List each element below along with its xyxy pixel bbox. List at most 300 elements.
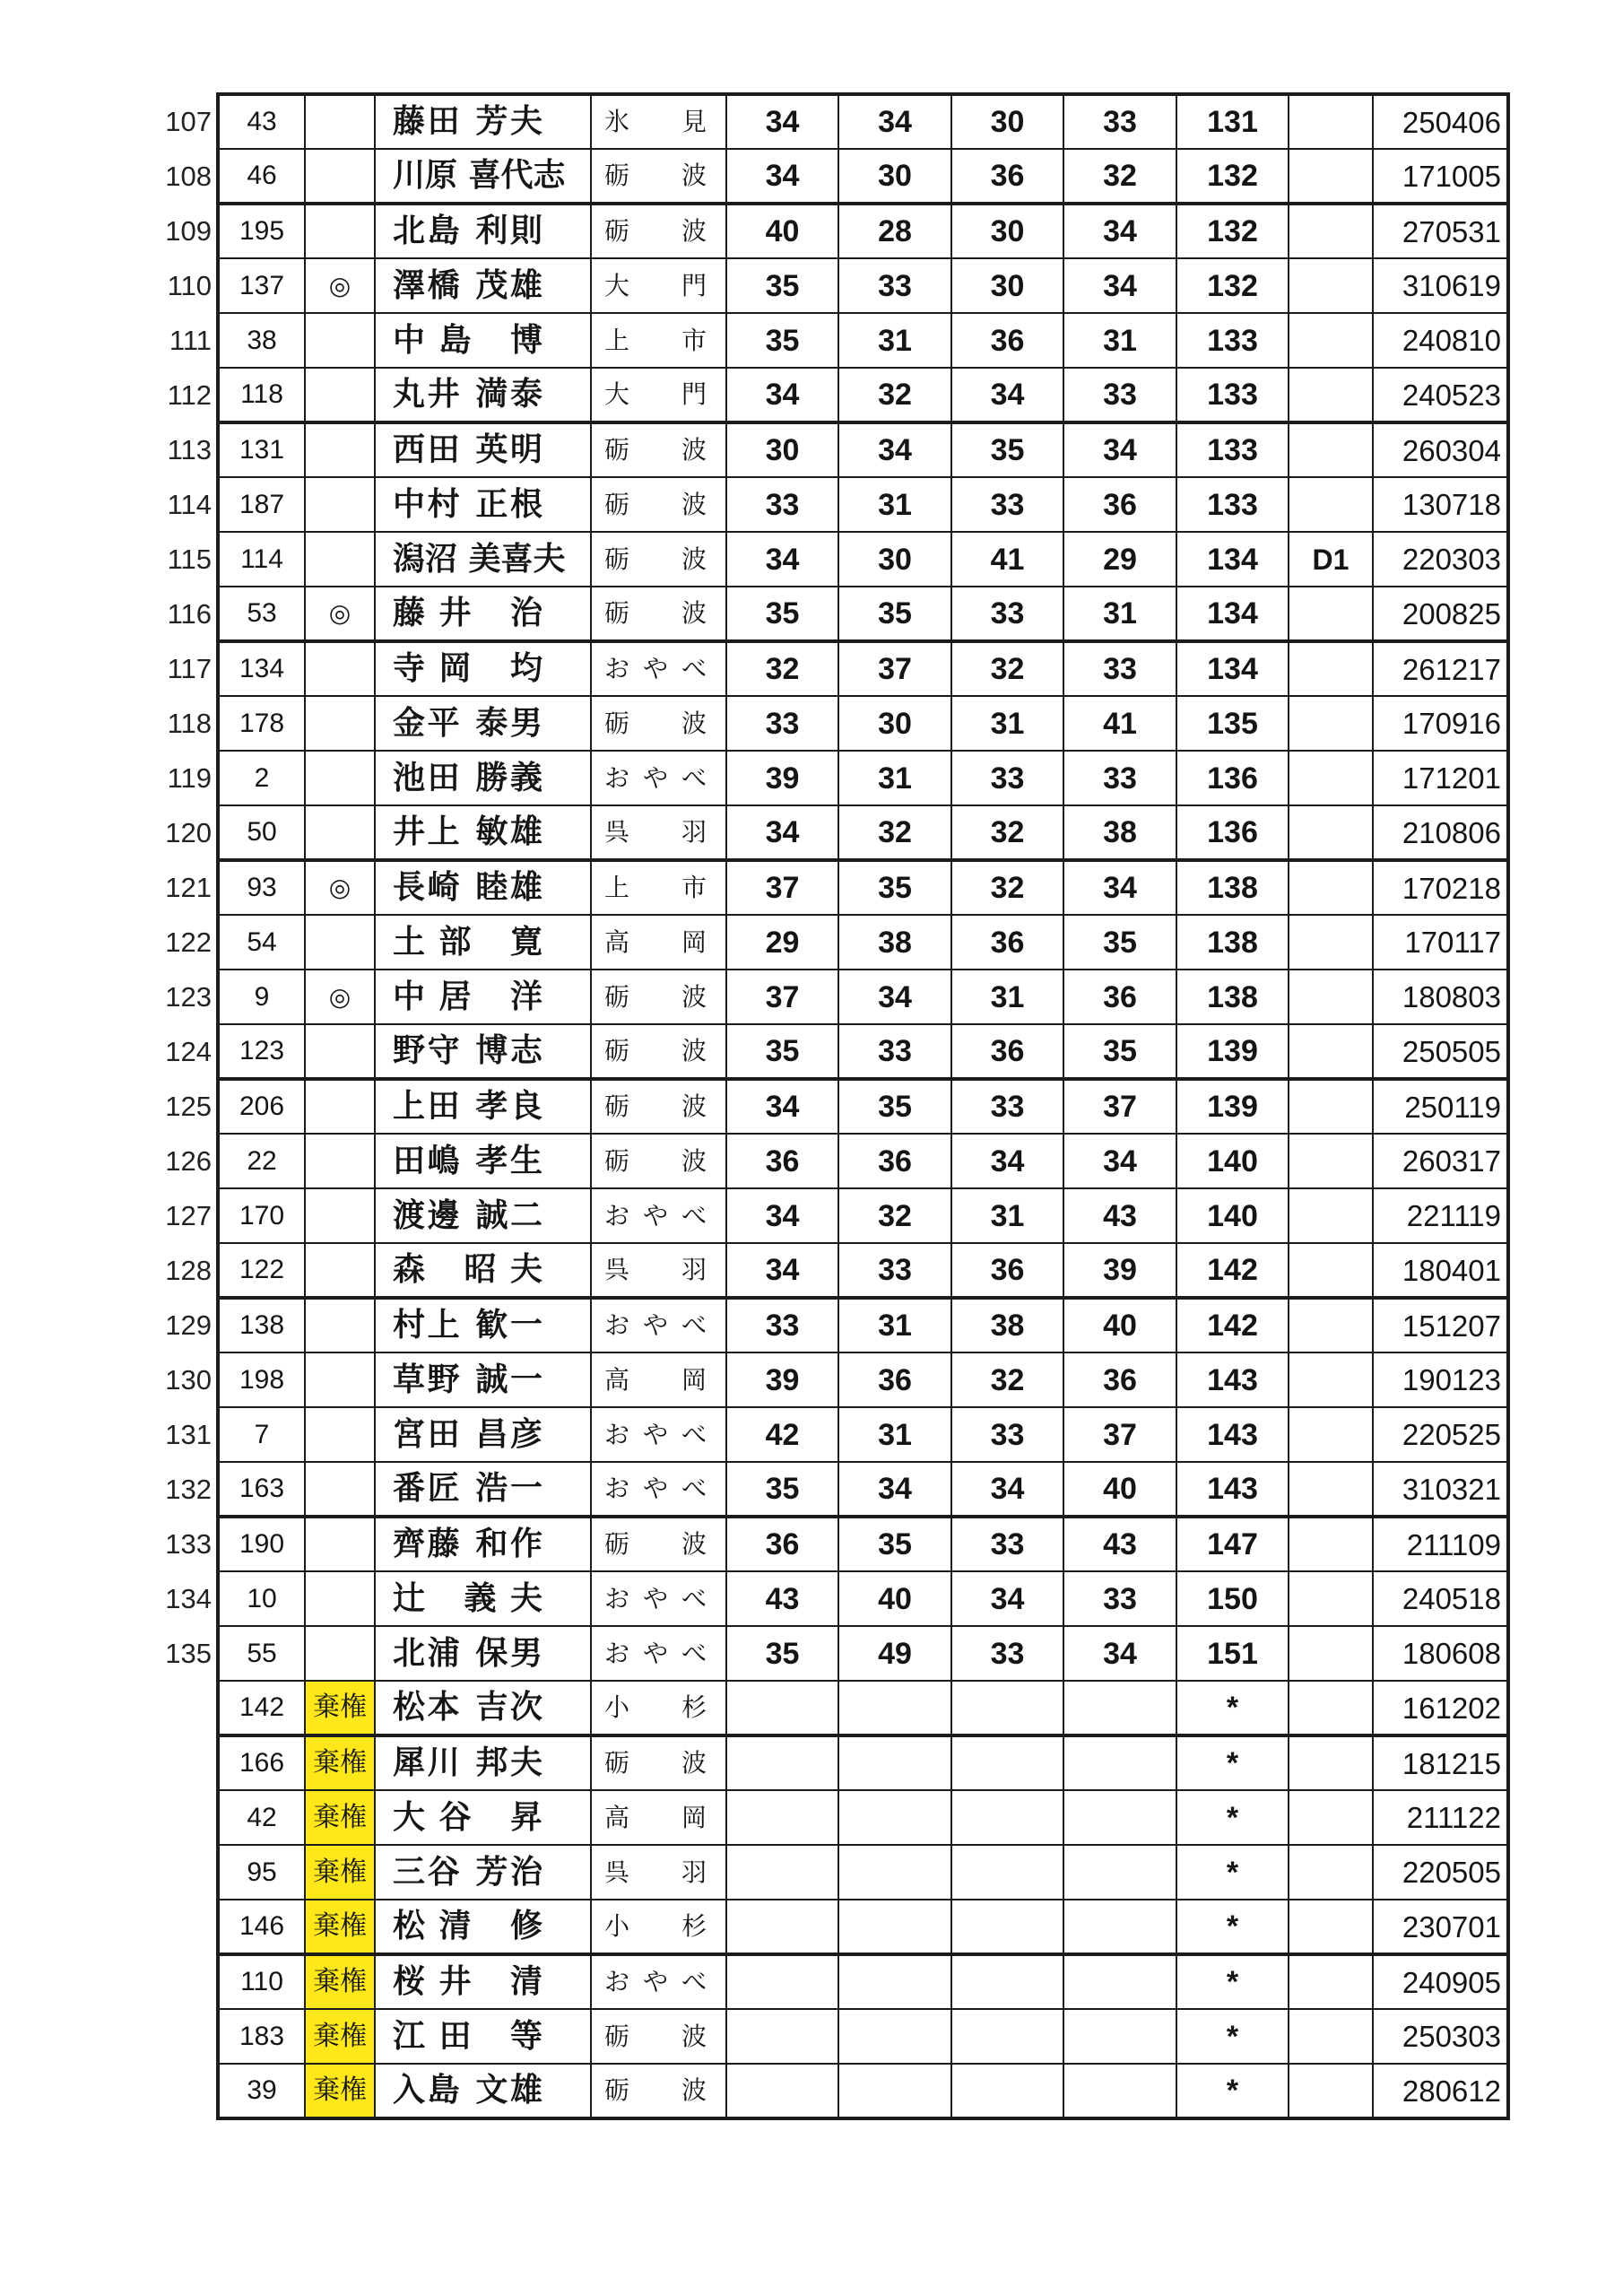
round-2-score-cell xyxy=(838,2009,951,2064)
player-name: 澤橋 茂雄 xyxy=(393,266,542,304)
division-cell xyxy=(1289,1900,1373,1954)
division-cell xyxy=(1289,1735,1373,1790)
round-3-score-cell: 30 xyxy=(951,94,1063,149)
club-name: 高 岡 xyxy=(604,926,707,957)
code-cell: 220303 xyxy=(1373,532,1508,587)
club-name: おやべ xyxy=(604,1200,707,1231)
player-name-cell xyxy=(375,477,591,532)
table-row xyxy=(161,313,1508,368)
entry-number-cell: 190 xyxy=(218,1517,305,1571)
total-score-cell: 142 xyxy=(1176,1243,1289,1298)
club-cell xyxy=(591,1243,726,1298)
round-4-score-cell: 41 xyxy=(1063,696,1176,751)
player-name-cell xyxy=(375,1298,591,1352)
entry-number-cell: 55 xyxy=(218,1626,305,1681)
player-name-cell xyxy=(375,1243,591,1298)
round-4-score-cell: 36 xyxy=(1063,1352,1176,1407)
table-row xyxy=(161,1900,1508,1954)
club-name: 氷 見 xyxy=(604,107,707,136)
table-row xyxy=(161,258,1508,313)
round-2-score-cell: 33 xyxy=(838,1243,951,1298)
round-4-score-cell: 34 xyxy=(1063,204,1176,258)
round-3-score-cell: 38 xyxy=(951,1298,1063,1352)
entry-number-cell: 114 xyxy=(218,532,305,587)
division-cell xyxy=(1289,1352,1373,1407)
round-3-score-cell: 33 xyxy=(951,1517,1063,1571)
round-1-score-cell xyxy=(726,2064,838,2118)
entry-number-cell: 50 xyxy=(218,805,305,860)
rank-label xyxy=(161,1735,218,1790)
division-cell xyxy=(1289,1571,1373,1626)
table-row xyxy=(161,696,1508,751)
code-cell: 161202 xyxy=(1373,1681,1508,1735)
round-3-score-cell xyxy=(951,1735,1063,1790)
mark-cell xyxy=(305,1517,375,1571)
rank-label: 117 xyxy=(167,653,212,684)
rank-label: 133 xyxy=(165,1528,212,1560)
mark-cell xyxy=(305,696,375,751)
rank-label: 131 xyxy=(165,1419,212,1450)
round-2-score-cell xyxy=(838,1845,951,1900)
club-name: 砺 波 xyxy=(604,489,707,519)
club-cell xyxy=(591,587,726,641)
table-row xyxy=(161,1735,1508,1790)
round-3-score-cell: 30 xyxy=(951,204,1063,258)
abstain-badge: 棄権 xyxy=(305,1790,375,1845)
player-name: 宮田 昌彦 xyxy=(393,1415,542,1453)
entry-number-cell: 95 xyxy=(218,1845,305,1900)
total-score-cell: * xyxy=(1176,1900,1289,1954)
code-cell: 190123 xyxy=(1373,1352,1508,1407)
division-cell xyxy=(1289,1790,1373,1845)
round-1-score-cell: 35 xyxy=(726,258,838,313)
total-score-cell: * xyxy=(1176,2009,1289,2064)
club-name: 砺 波 xyxy=(604,2075,707,2105)
code-cell: 180608 xyxy=(1373,1626,1508,1681)
club-cell xyxy=(591,313,726,368)
club-cell xyxy=(591,1352,726,1407)
round-3-score-cell: 31 xyxy=(951,970,1063,1024)
code-cell: 171005 xyxy=(1373,149,1508,204)
round-3-score-cell: 34 xyxy=(951,1571,1063,1626)
round-3-score-cell: 34 xyxy=(951,1462,1063,1517)
club-cell xyxy=(591,1298,726,1352)
round-1-score-cell: 32 xyxy=(726,641,838,696)
player-name: 入島 文雄 xyxy=(393,2072,542,2109)
player-name-cell xyxy=(375,2064,591,2118)
round-4-score-cell: 34 xyxy=(1063,422,1176,477)
round-2-score-cell: 33 xyxy=(838,258,951,313)
rank-label xyxy=(161,1900,218,1954)
round-3-score-cell: 33 xyxy=(951,1626,1063,1681)
player-name: 藤田 芳夫 xyxy=(393,103,542,140)
round-3-score-cell xyxy=(951,1681,1063,1735)
player-name: 大谷 昇 xyxy=(393,1798,542,1836)
round-1-score-cell: 34 xyxy=(726,1079,838,1134)
rank-label xyxy=(161,2064,218,2118)
mark-cell xyxy=(305,422,375,477)
player-name: 渡邊 誠二 xyxy=(393,1196,542,1234)
division-cell xyxy=(1289,1845,1373,1900)
total-score-cell: 150 xyxy=(1176,1571,1289,1626)
round-2-score-cell: 35 xyxy=(838,587,951,641)
round-2-score-cell: 35 xyxy=(838,860,951,915)
abstain-badge: 棄権 xyxy=(305,1735,375,1790)
table-row xyxy=(161,1571,1508,1626)
entry-number-cell: 134 xyxy=(218,641,305,696)
club-name: 呉 羽 xyxy=(604,1857,707,1887)
abstain-badge: 棄権 xyxy=(305,1845,375,1900)
club-name: 小 杉 xyxy=(604,1911,707,1941)
table-row xyxy=(161,2009,1508,2064)
player-name-cell xyxy=(375,204,591,258)
round-1-score-cell xyxy=(726,1681,838,1735)
club-name: おやべ xyxy=(604,1474,707,1503)
total-score-cell: 142 xyxy=(1176,1298,1289,1352)
rank-label: 112 xyxy=(167,379,212,411)
round-3-score-cell: 32 xyxy=(951,860,1063,915)
round-2-score-cell: 40 xyxy=(838,1571,951,1626)
rank-label: 123 xyxy=(165,981,212,1013)
round-4-score-cell xyxy=(1063,1845,1176,1900)
round-1-score-cell: 39 xyxy=(726,751,838,805)
round-1-score-cell: 34 xyxy=(726,805,838,860)
mark-cell xyxy=(305,532,375,587)
mark-cell xyxy=(305,1243,375,1298)
round-1-score-cell: 30 xyxy=(726,422,838,477)
code-cell: 181215 xyxy=(1373,1735,1508,1790)
rank-label: 122 xyxy=(165,926,212,958)
rank-label: 111 xyxy=(169,325,212,356)
round-1-score-cell: 35 xyxy=(726,1626,838,1681)
player-name-cell xyxy=(375,1517,591,1571)
round-4-score-cell: 43 xyxy=(1063,1517,1176,1571)
player-name-cell xyxy=(375,422,591,477)
mark-cell xyxy=(305,1298,375,1352)
entry-number-cell: 198 xyxy=(218,1352,305,1407)
round-4-score-cell: 31 xyxy=(1063,587,1176,641)
round-3-score-cell xyxy=(951,1790,1063,1845)
club-cell xyxy=(591,1954,726,2009)
round-3-score-cell: 31 xyxy=(951,696,1063,751)
club-cell xyxy=(591,1188,726,1243)
round-3-score-cell: 33 xyxy=(951,751,1063,805)
player-name-cell xyxy=(375,1352,591,1407)
rank-label: 120 xyxy=(165,817,212,848)
code-cell: 310619 xyxy=(1373,258,1508,313)
club-cell xyxy=(591,422,726,477)
total-score-cell: 138 xyxy=(1176,860,1289,915)
table-row xyxy=(161,1845,1508,1900)
round-2-score-cell: 31 xyxy=(838,751,951,805)
entry-number-cell: 170 xyxy=(218,1188,305,1243)
mark-cell xyxy=(305,1134,375,1188)
total-score-cell: 140 xyxy=(1176,1134,1289,1188)
club-cell xyxy=(591,915,726,970)
entry-number-cell: 9 xyxy=(218,970,305,1024)
round-1-score-cell: 34 xyxy=(726,1188,838,1243)
code-cell: 130718 xyxy=(1373,477,1508,532)
round-4-score-cell: 37 xyxy=(1063,1407,1176,1462)
total-score-cell: 143 xyxy=(1176,1407,1289,1462)
player-name: 村上 歓一 xyxy=(393,1307,542,1344)
mark-cell: ◎ xyxy=(305,258,375,313)
abstain-badge: 棄権 xyxy=(305,2064,375,2118)
table-row xyxy=(161,1352,1508,1407)
player-name-cell xyxy=(375,1462,591,1517)
table-row xyxy=(161,422,1508,477)
round-1-score-cell: 35 xyxy=(726,587,838,641)
round-3-score-cell: 36 xyxy=(951,313,1063,368)
rank-label: 118 xyxy=(167,708,212,739)
round-4-score-cell: 37 xyxy=(1063,1079,1176,1134)
round-2-score-cell: 35 xyxy=(838,1079,951,1134)
club-name: 上 市 xyxy=(604,325,707,355)
round-2-score-cell xyxy=(838,1735,951,1790)
player-name-cell xyxy=(375,368,591,422)
table-row xyxy=(161,94,1508,149)
entry-number-cell: 2 xyxy=(218,751,305,805)
table-row xyxy=(161,1626,1508,1681)
round-1-score-cell: 34 xyxy=(726,149,838,204)
table-row xyxy=(161,970,1508,1024)
round-1-score-cell xyxy=(726,1845,838,1900)
club-cell xyxy=(591,258,726,313)
total-score-cell: * xyxy=(1176,1735,1289,1790)
round-3-score-cell: 32 xyxy=(951,641,1063,696)
club-cell xyxy=(591,1462,726,1517)
player-name-cell xyxy=(375,2009,591,2064)
total-score-cell: 134 xyxy=(1176,587,1289,641)
division-cell xyxy=(1289,477,1373,532)
table-row xyxy=(161,204,1508,258)
total-score-cell: 133 xyxy=(1176,313,1289,368)
rank-label: 125 xyxy=(165,1091,212,1122)
entry-number-cell: 131 xyxy=(218,422,305,477)
total-score-cell: 143 xyxy=(1176,1462,1289,1517)
round-2-score-cell: 30 xyxy=(838,696,951,751)
division-cell xyxy=(1289,805,1373,860)
club-cell xyxy=(591,696,726,751)
player-name: 田嶋 孝生 xyxy=(393,1142,542,1179)
round-3-score-cell: 36 xyxy=(951,149,1063,204)
score-table xyxy=(161,92,1510,2120)
total-score-cell: 131 xyxy=(1176,94,1289,149)
round-1-score-cell: 36 xyxy=(726,1134,838,1188)
round-3-score-cell: 35 xyxy=(951,422,1063,477)
club-cell xyxy=(591,1626,726,1681)
rank-label: 121 xyxy=(165,872,212,903)
rank-label: 114 xyxy=(167,489,212,520)
round-3-score-cell: 34 xyxy=(951,1134,1063,1188)
round-4-score-cell: 34 xyxy=(1063,258,1176,313)
total-score-cell: 133 xyxy=(1176,477,1289,532)
round-2-score-cell: 31 xyxy=(838,477,951,532)
rank-label: 110 xyxy=(167,270,212,301)
round-3-score-cell: 30 xyxy=(951,258,1063,313)
round-4-score-cell: 33 xyxy=(1063,751,1176,805)
player-name-cell xyxy=(375,587,591,641)
round-2-score-cell: 49 xyxy=(838,1626,951,1681)
entry-number-cell: 118 xyxy=(218,368,305,422)
round-3-score-cell: 36 xyxy=(951,915,1063,970)
player-name-cell xyxy=(375,696,591,751)
player-name-cell xyxy=(375,1845,591,1900)
entry-number-cell: 163 xyxy=(218,1462,305,1517)
club-name: 高 岡 xyxy=(604,1802,707,1832)
table-row xyxy=(161,641,1508,696)
round-4-score-cell: 34 xyxy=(1063,1626,1176,1681)
division-cell xyxy=(1289,1681,1373,1735)
table-row xyxy=(161,751,1508,805)
code-cell: 200825 xyxy=(1373,587,1508,641)
code-cell: 151207 xyxy=(1373,1298,1508,1352)
club-cell xyxy=(591,1571,726,1626)
table-row xyxy=(161,915,1508,970)
round-1-score-cell: 34 xyxy=(726,532,838,587)
rank-label: 113 xyxy=(167,434,212,465)
total-score-cell: 138 xyxy=(1176,915,1289,970)
entry-number-cell: 43 xyxy=(218,94,305,149)
total-score-cell: * xyxy=(1176,1681,1289,1735)
round-1-score-cell: 35 xyxy=(726,313,838,368)
player-name: 井上 敏雄 xyxy=(393,813,542,850)
code-cell: 220525 xyxy=(1373,1407,1508,1462)
total-score-cell: 136 xyxy=(1176,751,1289,805)
player-name: 金平 泰男 xyxy=(393,704,542,742)
player-name-cell xyxy=(375,641,591,696)
club-name: 砺 波 xyxy=(604,708,707,738)
entry-number-cell: 93 xyxy=(218,860,305,915)
player-name: 犀川 邦夫 xyxy=(393,1744,542,1781)
player-name-cell xyxy=(375,751,591,805)
abstain-badge: 棄権 xyxy=(305,1681,375,1735)
club-name: おやべ xyxy=(604,1419,707,1449)
code-cell: 170117 xyxy=(1373,915,1508,970)
club-name: 砺 波 xyxy=(604,1529,707,1559)
division-cell xyxy=(1289,204,1373,258)
round-2-score-cell: 34 xyxy=(838,422,951,477)
club-name: 大 門 xyxy=(604,379,707,409)
division-cell xyxy=(1289,1517,1373,1571)
round-1-score-cell: 33 xyxy=(726,477,838,532)
rank-label xyxy=(161,1954,218,2009)
club-name: 小 杉 xyxy=(604,1692,707,1722)
round-4-score-cell: 36 xyxy=(1063,970,1176,1024)
division-cell xyxy=(1289,1243,1373,1298)
round-4-score-cell: 43 xyxy=(1063,1188,1176,1243)
total-score-cell: 132 xyxy=(1176,149,1289,204)
club-cell xyxy=(591,204,726,258)
entry-number-cell: 110 xyxy=(218,1954,305,2009)
abstain-badge: 棄権 xyxy=(305,1900,375,1954)
round-2-score-cell: 34 xyxy=(838,1462,951,1517)
round-2-score-cell: 31 xyxy=(838,313,951,368)
mark-cell xyxy=(305,1024,375,1079)
club-cell xyxy=(591,368,726,422)
division-cell xyxy=(1289,313,1373,368)
rank-label: 119 xyxy=(167,762,212,794)
player-name: 森 昭夫 xyxy=(393,1251,542,1288)
player-name: 辻 義夫 xyxy=(393,1579,542,1617)
mark-cell xyxy=(305,915,375,970)
division-cell xyxy=(1289,422,1373,477)
mark-cell xyxy=(305,94,375,149)
code-cell: 310321 xyxy=(1373,1462,1508,1517)
table-row xyxy=(161,532,1508,587)
player-name-cell xyxy=(375,1735,591,1790)
score-table-body xyxy=(161,94,1508,2118)
code-cell: 171201 xyxy=(1373,751,1508,805)
player-name: 齊藤 和作 xyxy=(393,1526,542,1562)
club-cell xyxy=(591,1900,726,1954)
round-4-score-cell xyxy=(1063,2009,1176,2064)
round-1-score-cell: 42 xyxy=(726,1407,838,1462)
entry-number-cell: 53 xyxy=(218,587,305,641)
player-name: 松本 吉次 xyxy=(393,1689,542,1726)
player-name-cell xyxy=(375,805,591,860)
round-1-score-cell xyxy=(726,2009,838,2064)
total-score-cell: 136 xyxy=(1176,805,1289,860)
club-cell xyxy=(591,641,726,696)
club-name: 砺 波 xyxy=(604,1036,707,1065)
round-2-score-cell xyxy=(838,1790,951,1845)
total-score-cell: * xyxy=(1176,1845,1289,1900)
club-cell xyxy=(591,1079,726,1134)
player-name-cell xyxy=(375,915,591,970)
mark-cell xyxy=(305,1407,375,1462)
round-1-score-cell: 33 xyxy=(726,696,838,751)
club-name: 大 門 xyxy=(604,270,707,300)
division-cell xyxy=(1289,1407,1373,1462)
club-cell xyxy=(591,1407,726,1462)
division-cell xyxy=(1289,1134,1373,1188)
round-3-score-cell xyxy=(951,2064,1063,2118)
player-name: 江田 等 xyxy=(393,2017,542,2055)
table-row xyxy=(161,1188,1508,1243)
division-cell xyxy=(1289,587,1373,641)
round-2-score-cell: 36 xyxy=(838,1352,951,1407)
mark-cell: ◎ xyxy=(305,970,375,1024)
table-row xyxy=(161,149,1508,204)
code-cell: 250505 xyxy=(1373,1024,1508,1079)
player-name: 土部 寛 xyxy=(393,923,542,961)
round-4-score-cell: 33 xyxy=(1063,1571,1176,1626)
table-row xyxy=(161,1681,1508,1735)
division-cell xyxy=(1289,1462,1373,1517)
table-row xyxy=(161,1243,1508,1298)
code-cell: 221119 xyxy=(1373,1188,1508,1243)
rank-label: 135 xyxy=(165,1638,212,1669)
division-cell xyxy=(1289,368,1373,422)
total-score-cell: 138 xyxy=(1176,970,1289,1024)
division-cell xyxy=(1289,751,1373,805)
round-3-score-cell: 32 xyxy=(951,805,1063,860)
entry-number-cell: 138 xyxy=(218,1298,305,1352)
table-row xyxy=(161,368,1508,422)
rank-label: 134 xyxy=(165,1583,212,1614)
table-row xyxy=(161,1954,1508,2009)
rank-label: 132 xyxy=(165,1474,212,1505)
round-3-score-cell: 33 xyxy=(951,1079,1063,1134)
club-cell xyxy=(591,1134,726,1188)
mark-cell: ◎ xyxy=(305,587,375,641)
total-score-cell: 133 xyxy=(1176,422,1289,477)
round-3-score-cell xyxy=(951,1845,1063,1900)
table-row xyxy=(161,1462,1508,1517)
round-1-score-cell: 35 xyxy=(726,1024,838,1079)
division-cell xyxy=(1289,1626,1373,1681)
